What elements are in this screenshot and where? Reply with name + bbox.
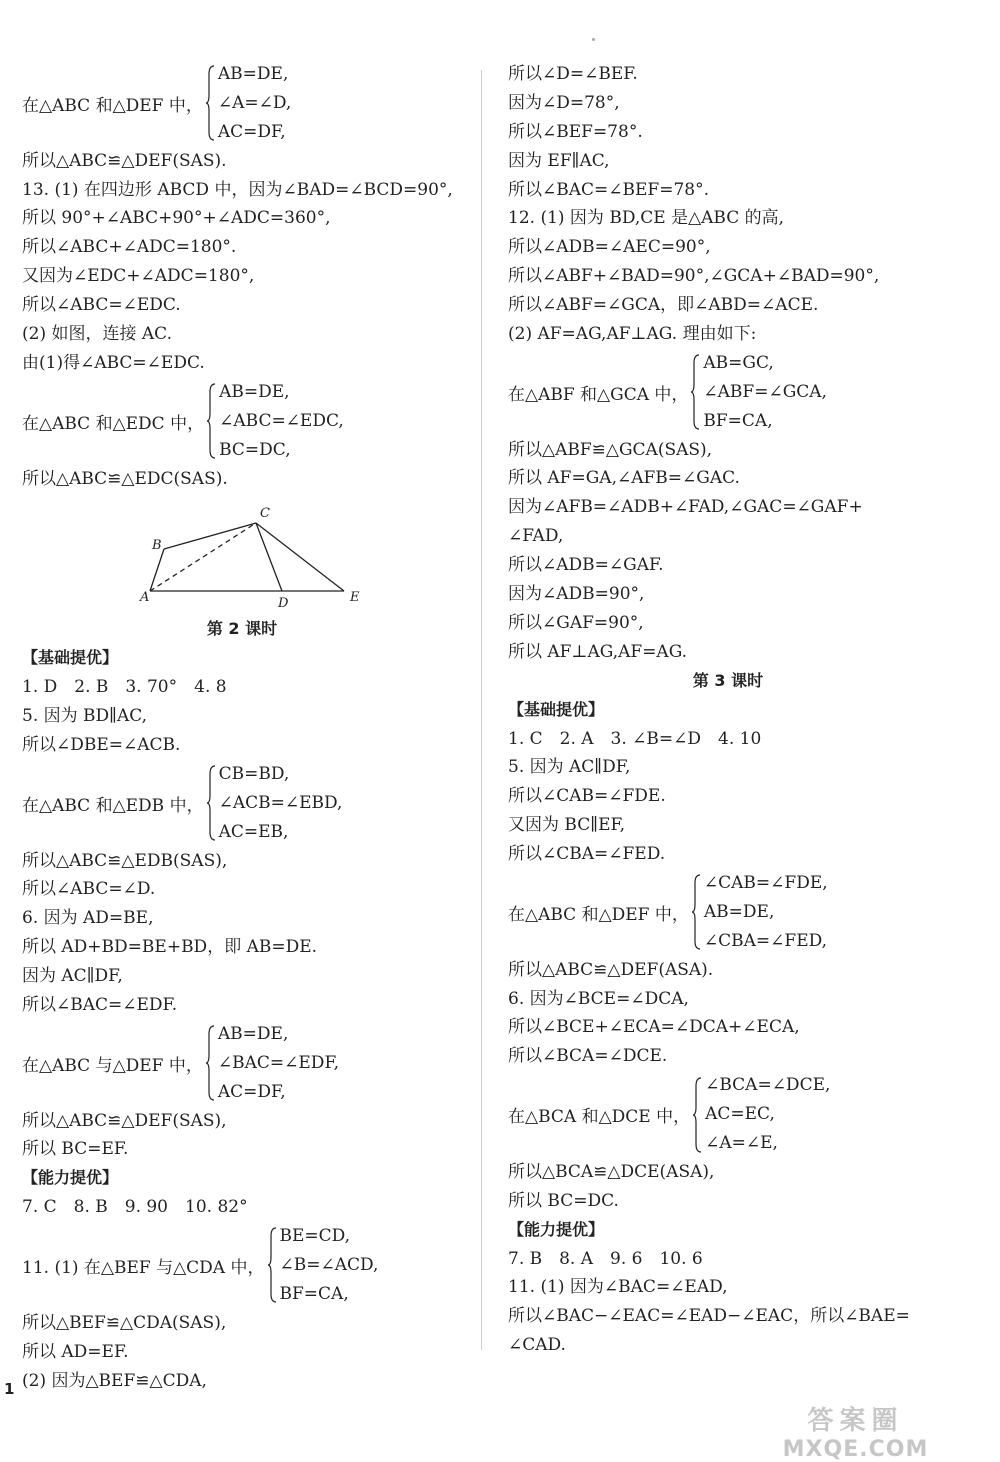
- text-line: 由(1)得∠ABC=∠EDC.: [22, 352, 205, 373]
- congruence-system: [22, 60, 482, 147]
- text-line: 所以∠CBA=∠FED.: [508, 844, 666, 865]
- text-line: 所以 AF⊥AG,AF=AG.: [508, 641, 688, 662]
- system-row: ∠B=∠ACD,: [279, 1255, 379, 1276]
- system-row: AB=GC,: [703, 352, 774, 373]
- congruence-system: [22, 1020, 482, 1107]
- text-line: 5. 因为 AC∥DF,: [508, 757, 631, 778]
- system-lead: 在△BCA 和△DCE 中，: [508, 1107, 691, 1128]
- left-column: [22, 60, 482, 1395]
- text-line: 所以∠GAF=90°,: [508, 612, 644, 633]
- congruence-system: [22, 378, 482, 465]
- text-line: 所以∠ADB=∠GAF.: [508, 555, 664, 576]
- left-brace-icon: [205, 1025, 215, 1101]
- watermark: [733, 1400, 978, 1462]
- left-brace-icon: [692, 1077, 702, 1153]
- text-line: 所以△BEF≌△CDA(SAS),: [22, 1312, 227, 1333]
- system-rows: [703, 349, 827, 436]
- segment-ac-dashed: [150, 523, 256, 591]
- congruence-system: [22, 760, 482, 847]
- column-divider: [481, 70, 482, 1350]
- congruence-system: [508, 1071, 968, 1158]
- scan-dot: [592, 38, 595, 41]
- system-rows: [218, 60, 291, 147]
- text-line: 13. (1) 在四边形 ABCD 中，因为∠BAD=∠BCD=90°,: [22, 179, 453, 200]
- text-line: 所以∠BAC=∠EDF.: [22, 994, 178, 1015]
- text-line: 第 2 课时: [206, 619, 278, 639]
- text-line: 因为∠ADB=90°,: [508, 584, 645, 605]
- system-row: ∠A=∠E,: [705, 1132, 778, 1153]
- system-row: AB=DE,: [703, 901, 775, 922]
- text-line: 所以△ABC≌△DEF(SAS).: [22, 150, 227, 171]
- congruence-system: [22, 1222, 482, 1309]
- system-rows: [218, 1020, 339, 1107]
- system-rows: [280, 1222, 379, 1309]
- figure-svg: [132, 493, 372, 615]
- system-row: AB=DE,: [217, 64, 289, 84]
- text-line: 7. B 8. A 9. 6 10. 6: [508, 1248, 703, 1269]
- text-line: 1. C 2. A 3. ∠B=∠D 4. 10: [508, 728, 762, 749]
- system-lead: 在△ABC 和△EDB 中，: [22, 795, 204, 816]
- figure-label-a: A: [140, 590, 150, 606]
- watermark-title: 答案圈: [807, 1406, 904, 1436]
- system-rows: [705, 1071, 830, 1158]
- text-line: 所以∠CAB=∠FDE.: [508, 786, 666, 807]
- text-line: 1. D 2. B 3. 70° 4. 8: [22, 677, 227, 698]
- text-line: 所以∠BEF=78°.: [508, 121, 643, 142]
- text-line: 所以∠BCA=∠DCE.: [508, 1046, 668, 1067]
- text-line: 因为 AC∥DF,: [22, 966, 123, 987]
- text-line: 【基础提优】: [508, 699, 605, 719]
- system-row: ∠ACB=∠EBD,: [218, 792, 343, 813]
- text-line: 所以△BCA≌△DCE(ASA),: [508, 1161, 715, 1182]
- text-line: 6. 因为 AD=BE,: [22, 908, 154, 929]
- text-line: 所以 BC=DC.: [508, 1190, 619, 1211]
- system-rows: [704, 869, 828, 956]
- left-brace-icon: [690, 354, 700, 430]
- congruence-system: [508, 349, 968, 436]
- text-line: 6. 因为∠BCE=∠DCA,: [508, 988, 689, 1009]
- text-line: 11. (1) 因为∠BAC=∠EAD,: [508, 1277, 728, 1298]
- left-brace-icon: [691, 874, 701, 950]
- text-line: 所以∠ADB=∠AEC=90°,: [508, 237, 711, 258]
- system-row: BC=DC,: [219, 439, 291, 460]
- system-lead: 在△ABC 和△EDC 中，: [22, 413, 205, 434]
- text-line: 所以∠ABF=∠GCA，即∠ABD=∠ACE.: [508, 295, 819, 316]
- left-brace-icon: [267, 1227, 277, 1303]
- text-line: 因为 EF∥AC,: [508, 150, 610, 171]
- system-row: ∠BCA=∠DCE,: [705, 1075, 831, 1096]
- text-line: 所以△ABC≌△EDC(SAS).: [22, 468, 228, 489]
- system-row: AC=DF,: [217, 121, 286, 142]
- system-lead: 在△ABF 和△GCA 中，: [508, 384, 689, 405]
- text-line: 又因为 BC∥EF,: [508, 815, 626, 836]
- text-line: 所以 BC=EF.: [22, 1139, 129, 1160]
- system-row: ∠A=∠D,: [217, 92, 292, 113]
- left-brace-icon: [206, 765, 216, 841]
- text-line: 【能力提优】: [22, 1168, 119, 1188]
- system-rows: [219, 378, 344, 465]
- figure-label-e: E: [350, 590, 360, 606]
- left-brace-icon: [205, 65, 215, 141]
- text-line: 5. 因为 BD∥AC,: [22, 706, 148, 727]
- text-line: 所以 AD=EF.: [22, 1341, 129, 1362]
- right-column: [508, 60, 968, 1360]
- text-line: (2) 如图，连接 AC.: [22, 324, 172, 345]
- system-row: ∠ABC=∠EDC,: [219, 410, 344, 431]
- text-line: 所以△ABF≌△GCA(SAS),: [508, 439, 713, 460]
- system-row: AC=DF,: [217, 1081, 286, 1102]
- system-row: AB=DE,: [217, 1023, 289, 1044]
- system-rows: [219, 760, 343, 847]
- system-row: BE=CD,: [279, 1226, 351, 1247]
- text-line: ∠CAD.: [508, 1335, 566, 1356]
- system-row: CB=BD,: [218, 763, 290, 784]
- watermark-url: MXQE.COM: [782, 1437, 929, 1462]
- text-line: 12. (1) 因为 BD,CE 是△ABC 的高,: [508, 208, 785, 229]
- text-line: 又因为∠EDC+∠ADC=180°,: [22, 266, 255, 287]
- system-row: AB=DE,: [219, 381, 290, 402]
- system-lead: 11. (1) 在△BEF 与△CDA 中，: [22, 1257, 265, 1278]
- text-line: (2) 因为△BEF≌△CDA,: [22, 1370, 207, 1391]
- system-row: AC=EC,: [705, 1104, 775, 1125]
- text-line: 因为∠AFB=∠ADB+∠FAD,∠GAC=∠GAF+: [508, 497, 863, 518]
- text-line: 所以 AD+BD=BE+BD，即 AB=DE.: [22, 937, 318, 958]
- system-row: ∠BAC=∠EDF,: [217, 1052, 339, 1073]
- segment-bc: [164, 523, 256, 549]
- figure-label-d: D: [278, 596, 289, 612]
- text-line: 7. C 8. B 9. 90 10. 82°: [22, 1197, 248, 1218]
- system-row: AC=EB,: [218, 821, 289, 842]
- text-line: 因为∠D=78°,: [508, 92, 620, 113]
- text-line: 所以△ABC≌△DEF(ASA).: [508, 959, 714, 980]
- left-brace-icon: [206, 383, 216, 459]
- system-row: ∠CBA=∠FED,: [703, 930, 828, 951]
- figure-label-b: B: [152, 538, 162, 554]
- system-lead: 在△ABC 和△DEF 中，: [22, 95, 203, 116]
- system-row: ∠ABF=∠GCA,: [703, 381, 827, 402]
- text-line: 所以 AF=GA,∠AFB=∠GAC.: [508, 468, 740, 489]
- text-line: 所以∠BCE+∠ECA=∠DCA+∠ECA,: [508, 1017, 800, 1038]
- text-line: 所以 90°+∠ABC+90°+∠ADC=360°,: [22, 208, 331, 229]
- system-lead: 在△ABC 和△DEF 中，: [508, 904, 689, 925]
- page-number: 1: [4, 1380, 15, 1398]
- text-line: 所以∠D=∠BEF.: [508, 64, 638, 84]
- text-line: 所以△ABC≌△DEF(SAS),: [22, 1110, 227, 1131]
- system-row: BF=CA,: [279, 1283, 349, 1304]
- text-line: 所以∠BAC−∠EAC=∠EAD−∠EAC，所以∠BAE=: [508, 1306, 910, 1327]
- text-line: 所以∠ABC=∠D.: [22, 879, 156, 900]
- text-line: 【能力提优】: [508, 1219, 605, 1239]
- system-row: ∠CAB=∠FDE,: [703, 872, 828, 893]
- text-line: 所以∠ABC+∠ADC=180°.: [22, 237, 237, 258]
- text-line: 【基础提优】: [22, 648, 119, 668]
- geometry-figure: [22, 493, 482, 615]
- text-line: ∠FAD,: [508, 526, 564, 547]
- text-line: 所以△ABC≌△EDB(SAS),: [22, 850, 228, 871]
- segment-ab: [150, 549, 164, 591]
- system-row: BF=CA,: [703, 410, 773, 431]
- text-line: (2) AF=AG,AF⊥AG. 理由如下:: [508, 324, 757, 345]
- congruence-system: [508, 869, 968, 956]
- text-line: 所以∠ABF+∠BAD=90°,∠GCA+∠BAD=90°,: [508, 266, 880, 287]
- figure-label-c: C: [260, 506, 270, 522]
- system-lead: 在△ABC 与△DEF 中，: [22, 1055, 203, 1076]
- text-line: 所以∠ABC=∠EDC.: [22, 295, 181, 316]
- text-line: 所以∠BAC=∠BEF=78°.: [508, 179, 709, 200]
- text-line: 所以∠DBE=∠ACB.: [22, 734, 181, 755]
- text-line: 第 3 课时: [692, 670, 764, 690]
